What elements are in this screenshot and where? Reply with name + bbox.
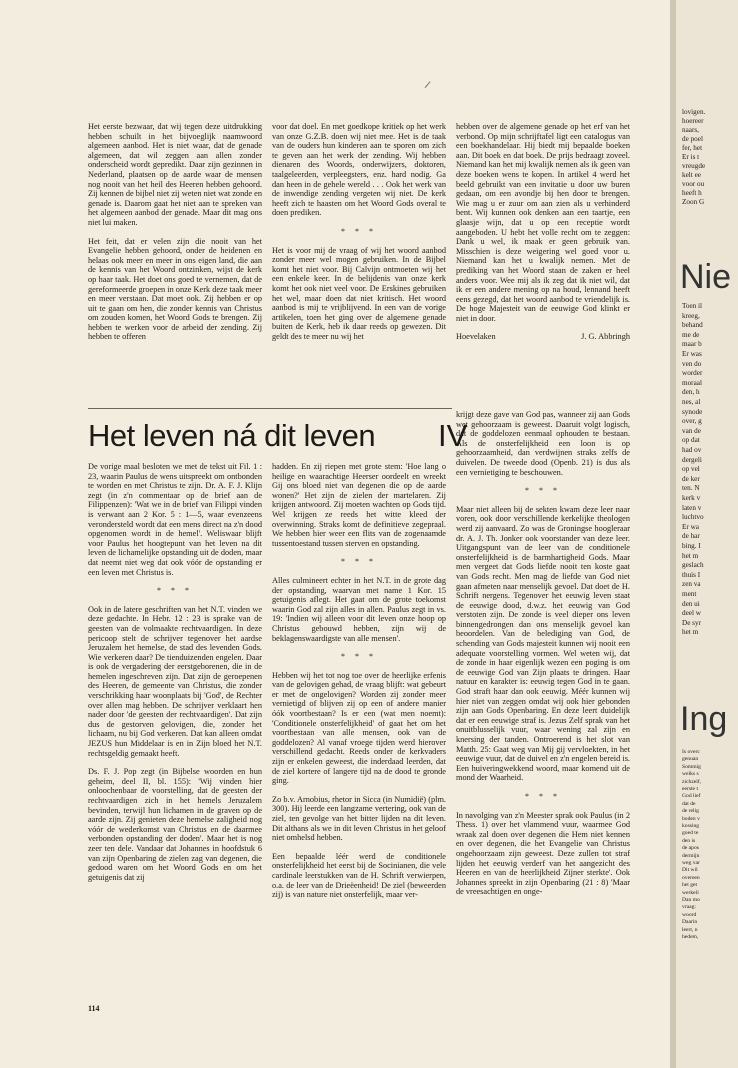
top-article-column-1 [88, 122, 262, 402]
article-column-2 [272, 462, 446, 992]
next-page-text-fragment: het m [682, 628, 699, 637]
next-page-text-fragment: op dat [682, 436, 700, 445]
next-page-text-fragment: thuis I [682, 570, 701, 579]
next-page-text-fragment: het m [682, 551, 699, 560]
next-page-text-fragment: kossing [682, 823, 700, 829]
article-part-number: IV [438, 418, 468, 453]
next-page-text-fragment: kreeg, [682, 311, 700, 320]
paragraph: Een bepaalde léér werd de conditionele onsterfelijkheid het eerst bij de Socinianen, die vele cardinale leerstukken van de H. Schrift verwierpen, o.a. de leer van de Drieëenheid! De ziel (beweerden zij) is van nature niet onsterfelijk, maar ver- [272, 851, 446, 900]
divider-line [88, 408, 452, 409]
next-page-text-fragment: de relig [682, 808, 699, 815]
article-title: Het leven ná dit leven [88, 418, 376, 453]
article-column-1 [88, 462, 262, 992]
section-separator: * * * [525, 486, 561, 496]
section-separator: * * * [341, 652, 377, 662]
top-article-column-3 [456, 122, 630, 402]
next-page-text-fragment: de har [682, 532, 700, 541]
next-page-text-fragment: zen va [682, 580, 701, 589]
next-page-text-fragment: op vel [682, 465, 700, 474]
next-page-text-fragment: goed te [682, 830, 699, 837]
next-page-text-fragment: laten v [682, 503, 702, 512]
next-page-text-fragment: me de [682, 330, 700, 339]
paragraph: Het feit, dat er velen zijn die nooit van het Evangelie hebben gehoord, onder de heidenen en helaas ook meer en meer in ons eigen land, die aan de kennis van het Woord ontzinken, wijst de kerk op haar taak. Het doet ons goed te vernemen, dat de gereformeerde groepen in onze Kerk deze taak meer en meer verstaan. Dat moet ook. Zij hebben er op uit te gaan om hen, die zonder kennis van Christus om zouden komen, het Woord Gods te brengen. Zij hebben te werken voor de arbeid der zending. Zij hebben te offeren [88, 236, 262, 342]
next-page-text-fragment: leert, n [682, 926, 698, 933]
next-page-text-fragment: woord [682, 911, 697, 918]
author-signature [456, 332, 630, 342]
next-page-text-fragment: Zoon G [682, 198, 705, 206]
paragraph: Hebben wij het tot nog toe over de heerlijke erfenis van de gelovigen gehad, de vraag blijft: wat gebeurt er met de ongelovigen? Worden zij zonder meer vernietigd of blijven zij op een of andere manier óók voortbestaan? Is er een (wat men noemt): 'Conditionele onsterfelijkheid' of gaat het om het voortbestaan van alle mensen, ook van de goddelozen? Al vanaf vroege tijden werd hierover verschillend gedacht. Reeds onder de kerkvaders zijn er enkelen geweest, die inderdaad leerden, dat de ziel kortere of langere tijd na de dood te gronde ging. [272, 670, 446, 786]
next-page-text-fragment: Er is t [682, 153, 700, 161]
next-page-text-fragment: overeen [682, 874, 700, 881]
next-page-text-fragment: den ui [682, 599, 700, 608]
next-page-text-fragment: Is overc [682, 749, 700, 755]
paragraph: hebben over de algemene genade op het erf van het verbond. Op mijn schrijftafel ligt een catalogus van een boekhandelaar. Hij biedt mij bepaalde boeken aan. Dit boek en dat boek. De prijs bedraagt zoveel. Niemand kan het mij kwalijk nemen als ik geen van deze boeken wens te kopen. In artikel 4 werd het beeld gebruikt van een invitatie u door uw buren gedaan, om een avondje bij hen door te brengen. Wie mag u er zuur om aan zien als u verhinderd bent. Wij kunnen ook denken aan een taartje, een glaasje wijn, dat u op een receptie wordt aangeboden. U hebt het volle recht om te zeggen: Dank u wel, ik maak er geen gebruik van. Misschien is deze weigering wel goed voor u. Niemand kan het u kwalijk nemen. Met de prediking van het Woord staan de zaken er heel anders voor. Wee mij als ik zeg dat ik niet wil, dat ik er een andere mening op na houd, lennand heeft eens gezegd, dat het woord aanbod te vriendelijk is. De hoge Majesteit van de eeuwige God klinkt er niet in door. [456, 122, 630, 323]
paragraph: Het is voor mij de vraag of wij het woord aanbod zonder meer wel mogen gebruiken. In de Bijbel komt het niet voor. Bij Calvijn ontmoeten wij het een enkele keer. In de belijdenis van onze kerk komt het ook niet veel voor. De Erskines gebruiken het wel, maar doen dat niet kritisch. Het woord aanbod is mij te vrijblijvend. In een van de vorige artikelen, toen het ging over de algemene genade buiten de Kerk, heb ik daar reeds op gewezen. Dit geldt des te meer nu wij het [272, 245, 446, 341]
section-separator: * * * [341, 226, 377, 236]
next-page-text-fragment: God lief [682, 793, 701, 800]
next-page-text-fragment: welks s [682, 771, 699, 778]
next-page-text-fragment: zichzelf, [682, 778, 702, 785]
next-page-text-fragment: vreugde [682, 162, 706, 170]
next-page-text-fragment: bing. I [682, 542, 701, 550]
next-page-text-fragment: deel w [682, 609, 701, 618]
paragraph: De vorige maal besloten we met de tekst uit Fil. 1 : 23, waarin Paulus de wens uitspreekt om ontbonden te worden en met Christus te zijn. Dr. A. F. J. Klijn zegt (in z'n commentaar op de brief aan de Filippenzen): 'Wat we in de brief van Filippi vinden is verwant aan 2 Kor. 5 : 1—5, waar evenzeens verondersteld wordt dat een mens direct na z'n dood opgenomen wordt in de hemel'. Weliswaar blijft voor Paulus het hoogtepunt van het leven na dit leven de lichamelijke opstanding uit de doden, maar dat neemt niet weg dat ook vóór de opstanding er een leven met Christus is. [88, 462, 262, 577]
next-page-text-fragment: heeft h [682, 189, 702, 197]
paragraph: krijgt deze gave van God pas, wanneer zij aan Gods wet gehoorzaam is geweest. Daaruit volgt logisch, dat de goddelozen eenmaal ophouden te bestaan. Als de onsterfelijkheid een loon is op gehoorzaamheid, dan verdwijnen straks zelfs de duivelen. De tweede dood (Openb. 21) is dus als een vernietiging te beschouwen. [456, 410, 630, 477]
next-page-text-fragment: behand [682, 321, 703, 330]
next-page-text-fragment: de apos [682, 845, 699, 852]
next-page-text-fragment: synode [682, 407, 703, 416]
next-page-text-fragment: genuan [682, 756, 699, 763]
next-page-text-fragment: kelt ee [682, 171, 701, 179]
section-separator: * * * [341, 557, 377, 567]
next-page-text-fragment: van de [682, 426, 701, 435]
paragraph: Zo b.v. Arnobius, rhetor in Sicca (in Numidië) (plm. 300). Hij leerde een langzame vertering, ook van de ziel, ten gevolge van het bitter lijden na dit leven. Dit althans als we in dit leven Christus in het geloof niet omhelsd hebben. [272, 794, 446, 843]
paragraph: In navolging van z'n Meester sprak ook Paulus (in 2 Thess. 1) over het vlammend vuur, waarmee God wraak zal doen over degenen die Hem niet kennen en over degenen, die het Evangelie van Christus ongehoorzaam zijn geweest. Deze zullen tot straf lijden het eeuwig verderf van het aangezicht des Heeren en van de heerlijkheid Zijner sterkte'. Ook Johannes spreekt in zijn Openbaring (21 : 8) 'Maar de vreesachtigen en onge- [456, 810, 630, 897]
next-page-text-fragment: de ker [682, 474, 700, 483]
next-page-edge [670, 0, 738, 1068]
next-page-text-fragment: Daarin [682, 919, 698, 926]
next-page-text-fragment: kerk v [682, 494, 701, 502]
next-page-text-fragment: eerste t [682, 786, 698, 792]
next-page-text-fragment: den is [682, 837, 696, 844]
paragraph: Alles culmineert echter in het N.T. in de grote dag der opstanding, waarvan met name 1 Kor. 15 getuigenis aflegt. Het gaat om de grote toekomst waarin God zal zijn alles in allen. Paulus zegt in vs. 19: 'Indien wij alleen voor dit leven onze hoop op Christus gebouwd hebben, zijn wij de beklagenswaardigste van alle mensen'. [272, 575, 446, 643]
next-page-text-fragment: weg var [682, 860, 700, 866]
next-page-text-fragment: Toen il [682, 302, 703, 310]
next-page-heading: Ing [680, 700, 728, 738]
next-page-text-fragment: had ov [682, 446, 702, 454]
paragraph: Het eerste bezwaar, dat wij tegen deze uitdrukking hebben schuilt in het bijvoeglijk naamwoord algemeen aanbod. Het is niet waar, dat de genade algemeen, dat wil zeggen aan allen zonder onderscheid wordt gepredikt. Daar zijn gezinnen in Nederland, plaatsen op de aarde waar de mensen nog nooit van het heil des Heeren hebben gehoord. Zij kennen de bijbel niet zij weten niet wat zonde en genade is. Daarom gaat het niet aan te spreken van het algemeen aanbod der genade. Maar dit mag ons niet lui maken. [88, 122, 262, 227]
next-page-text-fragment: werkeli [682, 889, 699, 896]
paragraph: Maar niet alleen bij de sekten kwam deze leer naar voren, ook door verschillende kerkelijke theologen werd zij aanvaard. Zo was de Groningse hoogleraar dr. A. J. Th. Jonker ook voorstander van deze leer. Uitgangspunt van de leer van de conditionele onsterfelijkheid is de barmhartigheid Gods. Maar men vergeet dat Gods liefde nooit ten koste gaat van Gods recht. Men mag de liefde van God niet gaan afmeten naar menselijk gevoel. Dat doet de H. Schrift nergens. Tegenover het eeuwig leven staat de eeuwige dood, d.w.z. het eeuwig van God verstoten zijn. De zonde is veel dieper ons leven binnengedrongen dan ons menselijk gevoel kan beoordelen. Van de belediging van God, de schending van Gods majesteit kunnen wij nooit een adequate voorstelling vormen. Wel weten wij, dat de zonde in haar eigenlijk wezen een poging is om de eeuwige God van Zijn plaats te dringen. Haar natuur en karakter is: eeuwig tegen God in te gaan. God straft haar dan ook eeuwig. Méér kunnen wij hier niet van zeggen omdat wij ook hier gebonden zijn aan Gods Openbaring. En deze leert duidelijk dat er een eeuwige straf is. Jezus Zelf sprak van het onuitblusselijk vuur, waar wening zal zijn en knersing der tanden. Ontroerend is het slot van Matth. 25: Gaat weg van Mij gij vervloekten, in het eeuwige vuur, dat de duivel en z'n engelen bereid is. Een huiveringwekkend woord, maar komend uit de mond der Waarheid. [456, 504, 630, 783]
next-page-text-fragment: hoereer [682, 117, 704, 125]
next-page-text-fragment: Sommig [682, 763, 701, 770]
next-page-text-fragment: moraal [682, 378, 702, 387]
next-page-text-fragment: fer, het [682, 144, 703, 152]
next-page-text-fragment: geslach [682, 561, 704, 570]
next-page-text-fragment: de poel [682, 135, 703, 143]
next-page-text-fragment: luchtvo [682, 513, 704, 522]
top-article-column-2 [272, 122, 446, 402]
next-page-text-fragment: naars, [682, 126, 699, 134]
paragraph: hadden. En zij riepen met grote stem: 'Hoe lang o heilige en waarachtige Heerser oordeelt en wreekt Gij ons bloed niet van degenen die op de aarde wonen?' Het zijn de zielen der martelaren. Zij krijgen antwoord. Zij moeten wachten op Gods tijd. Wel krijgen ze reeds het witte kleed der overwinning. Straks komt de definitieve zegepraal. We hebben hier weer een flits van de zogenaamde tussentoestand tussen sterven en opstanding. [272, 462, 446, 548]
next-page-text-fragment: ten. N [682, 484, 700, 493]
next-page-text-fragment: dat de [682, 800, 696, 807]
paragraph: Ds. F. J. Pop zegt (in Bijbelse woorden en hun geheim, deel II, bl. 155): 'Wij vinden hier onloochenbaar de voorstelling, dat de geesten der rechtvaardigen zich in het hemels Jeruzalem bevinden, terwijl hun lichamen in de graven op de aarde zijn. Zij genieten deze hemelse zaligheid nog vóór de wederkomst van Christus en de daarmee verbonden opstanding der doden'. Maar het is nog zeer ten dele. Vandaar dat Johannes in hoofdstuk 6 van zijn Openbaring de zielen zag van degenen, die gedood waren om het Woord Gods en om het getuigenis dat zij [88, 767, 262, 882]
next-page-text-fragment: vraag: [682, 904, 696, 911]
section-separator: * * * [525, 791, 561, 801]
pencil-mark [425, 81, 432, 88]
section-separator: * * * [157, 586, 193, 596]
next-page-text-fragment: Dan mo [682, 897, 700, 903]
next-page-text-fragment: Dit wil [682, 867, 698, 874]
next-page-text-fragment: maar b [682, 340, 702, 349]
next-page-text-fragment: den, h [682, 388, 700, 397]
next-page-text-fragment: ven do [682, 359, 702, 368]
next-page-text-fragment: nes, al [682, 398, 701, 406]
signature-name: J. G. Abbringh [581, 332, 630, 342]
next-page-text-fragment: Er was [682, 350, 702, 358]
next-page-text-fragment: over, g [682, 417, 702, 426]
signature-place: Hoevelaken [456, 332, 496, 342]
next-page-text-fragment: dergeli [682, 455, 702, 464]
next-page-text-fragment: het get [682, 882, 698, 889]
next-page-text-fragment: lovigen. [682, 108, 706, 116]
page-number: 114 [88, 1004, 100, 1013]
article-column-3 [456, 410, 630, 992]
next-page-text-fragment: Er wa [682, 522, 699, 531]
next-page-text-fragment: hedem, [682, 934, 699, 940]
next-page-text-fragment: De syr [682, 618, 701, 627]
paragraph: voor dat doel. En met goedkope kritiek op het werk van onze G.Z.B. doen wij niet mee. Het is de taak van de ouders hun kinderen aan te sporen om zich te geven aan het werk der zending. Wij hebben dienaren des Woords, onderwijzers, doktoren, taalgeleerden, verpleegsters, enz. hard nodig. Ga dan heen in de gehele wereld . . . Ook het werk van de inwendige zending vergeten wij niet. De kerk heeft zich te haasten om het Woord Gods overal te doen prediken. [272, 122, 446, 218]
next-page-text-fragment: dermijn [682, 852, 700, 859]
next-page-text-fragment: boden v [682, 815, 700, 822]
next-page-heading: Nie [680, 258, 732, 296]
next-page-text-fragment: ment [682, 590, 697, 598]
next-page-text-fragment: worder [682, 369, 703, 378]
next-page-text-fragment: voor ou [682, 180, 705, 188]
paragraph: Ook in de latere geschriften van het N.T. vinden we deze gedachte. In Hebr. 12 : 23 is sprake van de geesten van de volmaakte rechtvaardigen. In deze pericoop stelt de schrijver tegenover het aardse Jeruzalem het hemelse, de stad des levenden Gods. Wie verkeren daar? De tienduizenden engelen. Daar is ook de vergadering der eerstgeborenen, die in de hemelen ingeschreven zijn. Dat zijn de geroepenen des Heeren, de gemeente van Christus, die zonder verschrikking haar woonplaats bij 'God', de Rechter over allen mag hebben. De schrijver verklaart hen nader door 'de geesten der rechtvaardigen'. Dat zijn dus de gestorven gelovigen, die, zonder het lichaam, nu bij God verkeren. Dat kan alleen omdat JEZUS hun Middelaar is en in Zijn bloed het N.T. rechtsgeldig gemaakt heeft. [88, 604, 262, 758]
